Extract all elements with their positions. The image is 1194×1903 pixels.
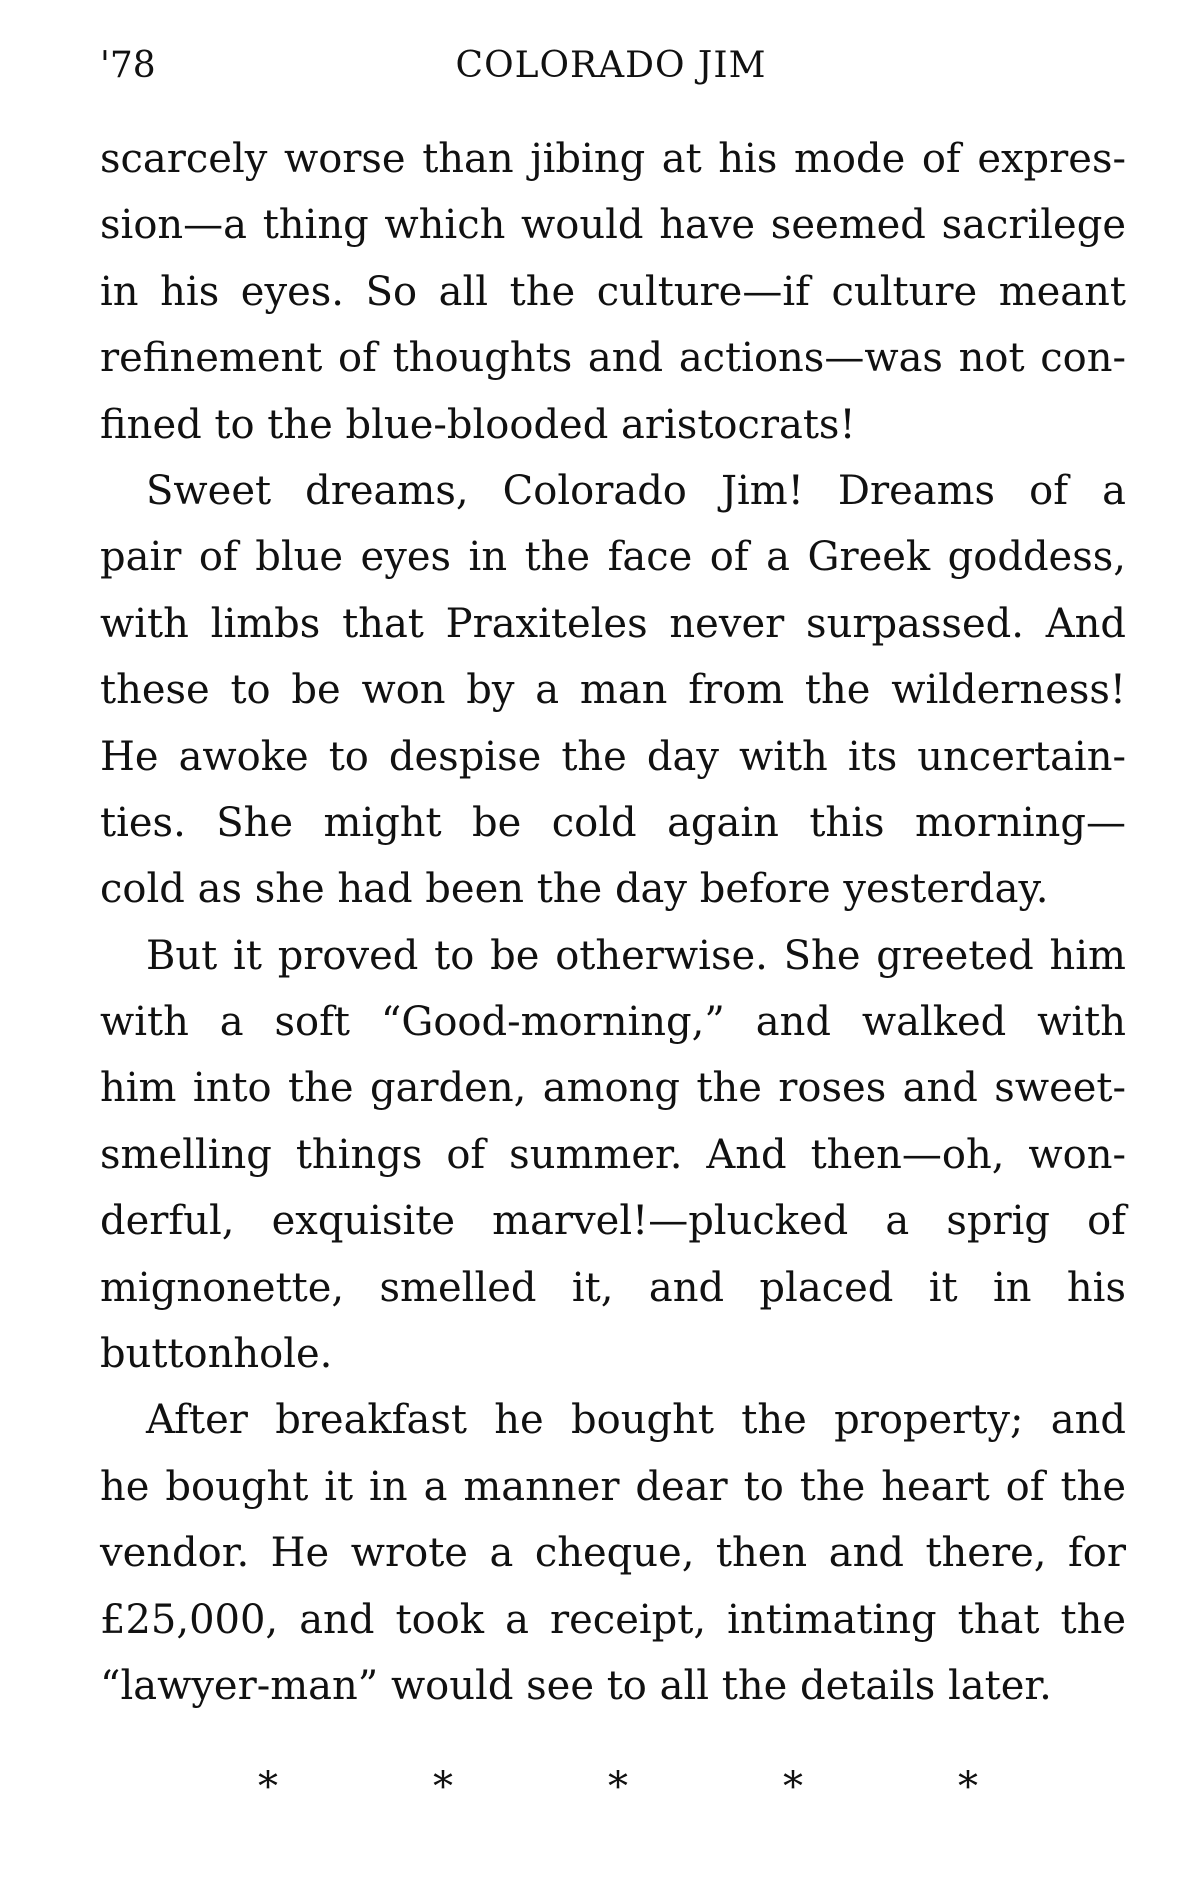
page-header [96, 36, 1126, 96]
text-line: in his eyes. So all the culture—if culture meant [100, 268, 1126, 315]
text-line: mignonette, smelled it, and placed it in his [100, 1264, 1126, 1311]
asterisk-ornament: * [958, 1764, 978, 1810]
text-line: derful, exquisite marvel!—plucked a sprig of [100, 1198, 1126, 1245]
asterisk-ornament: * [433, 1764, 453, 1810]
text-line: cold as she had been the day before yesterday. [100, 866, 1049, 913]
text-line: £25,000, and took a receipt, intimating that the [100, 1596, 1126, 1643]
text-line: He awoke to despise the day with its uncertain- [100, 733, 1126, 780]
asterisk-ornament: * [258, 1764, 278, 1810]
asterisk-ornament: * [608, 1764, 628, 1810]
text-line: he bought it in a manner dear to the heart of the [100, 1463, 1126, 1510]
text-line: ties. She might be cold again this morning— [100, 799, 1126, 846]
text-line: scarcely worse than jibing at his mode of expres- [100, 136, 1126, 182]
text-line: But it proved to be otherwise. She greeted him [146, 932, 1126, 979]
text-line: sion—a thing which would have seemed sacrilege [100, 202, 1126, 249]
text-line: vendor. He wrote a cheque, then and there, for [100, 1530, 1126, 1577]
text-line: “lawyer-man” would see to all the details later. [100, 1662, 1052, 1709]
text-line: buttonhole. [100, 1331, 333, 1378]
text-line: smelling things of summer. And then—oh, won- [100, 1131, 1126, 1178]
text-line: with limbs that Praxiteles never surpassed. And [100, 600, 1126, 647]
text-line: Sweet dreams, Colorado Jim! Dreams of a [146, 467, 1126, 514]
running-head: COLORADO JIM [455, 45, 767, 86]
asterisk-ornament: * [783, 1764, 803, 1810]
text-line: After breakfast he bought the property; and [146, 1397, 1126, 1444]
section-break-asterisks [258, 1764, 978, 1810]
text-line: these to be won by a man from the wilderness! [100, 667, 1126, 714]
body-text [100, 126, 1126, 1719]
text-line: pair of blue eyes in the face of a Greek goddess, [100, 534, 1126, 581]
text-line: fined to the blue-blooded aristocrats! [100, 401, 856, 448]
text-line: him into the garden, among the roses and sweet- [100, 1065, 1126, 1112]
page-number: '78 [100, 45, 156, 86]
text-line: refinement of thoughts and actions—was not con- [100, 335, 1126, 382]
text-line: with a soft “Good-morning,” and walked with [100, 999, 1126, 1046]
